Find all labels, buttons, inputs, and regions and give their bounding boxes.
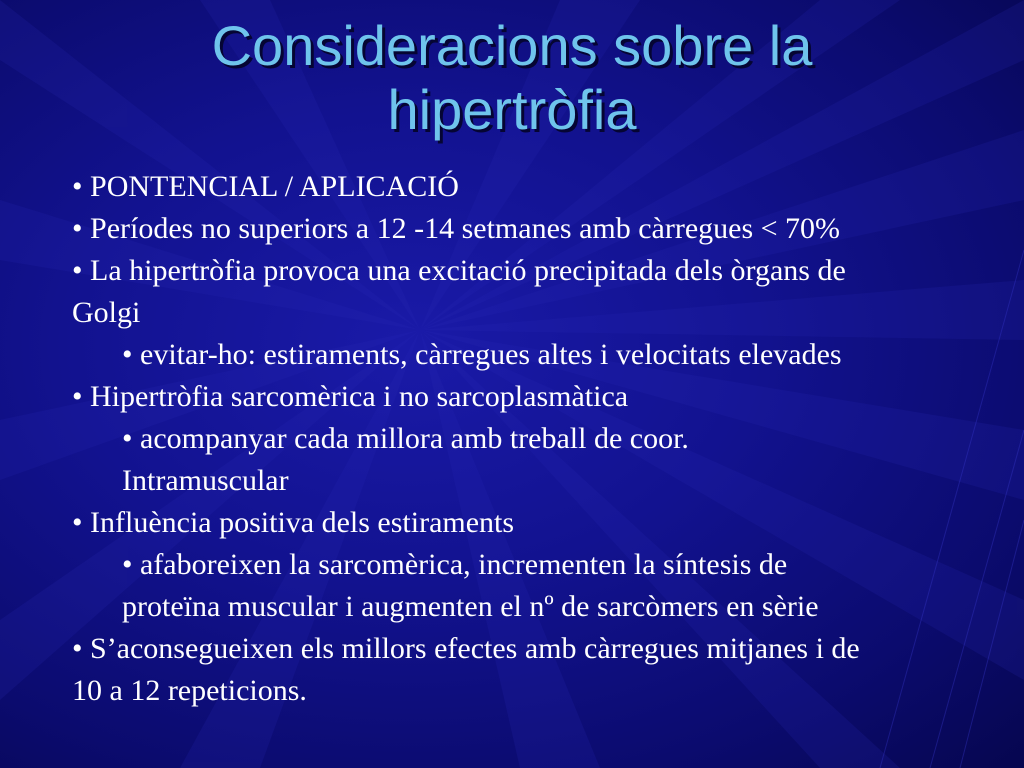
bullet-periods: • Períodes no superiors a 12 -14 setmanes amb càrregues < 70% [72, 212, 841, 245]
bullet-best-effects-cont: 10 a 12 repeticions. [72, 674, 307, 707]
bullet-sarcomeric: • Hipertròfia sarcomèrica i no sarcoplasmàtica [72, 380, 629, 413]
bullet-hypertrophy-golgi: • La hipertròfia provoca una excitació precipitada dels òrgans de [72, 254, 846, 287]
sub-bullet-sarcomeric-benefits: • afaboreixen la sarcomèrica, incrementen la síntesis de [122, 548, 788, 581]
slide-title-line-2: hipertròfia [387, 78, 637, 141]
sub-bullet-avoid: • evitar-ho: estiraments, càrregues altes i velocitats elevades [122, 338, 842, 371]
bullet-stretching: • Influència positiva dels estiraments [72, 506, 515, 539]
sub-bullet-sarcomeric-benefits-cont: proteïna muscular i augmenten el nº de sarcòmers en sèrie [122, 590, 819, 623]
slide-title [0, 14, 1024, 142]
bullet-potential: • PONTENCIAL / APLICACIÓ [72, 170, 459, 203]
sub-bullet-coordination-cont: Intramuscular [122, 464, 289, 497]
bullet-hypertrophy-golgi-cont: Golgi [72, 296, 141, 329]
slide-title-line-1: Consideracions sobre la [211, 14, 813, 77]
sub-bullet-coordination: • acompanyar cada millora amb treball de coor. [122, 422, 689, 455]
slide-body [72, 166, 972, 712]
bullet-best-effects: • S’aconsegueixen els millors efectes amb càrregues mitjanes i de [72, 632, 860, 665]
